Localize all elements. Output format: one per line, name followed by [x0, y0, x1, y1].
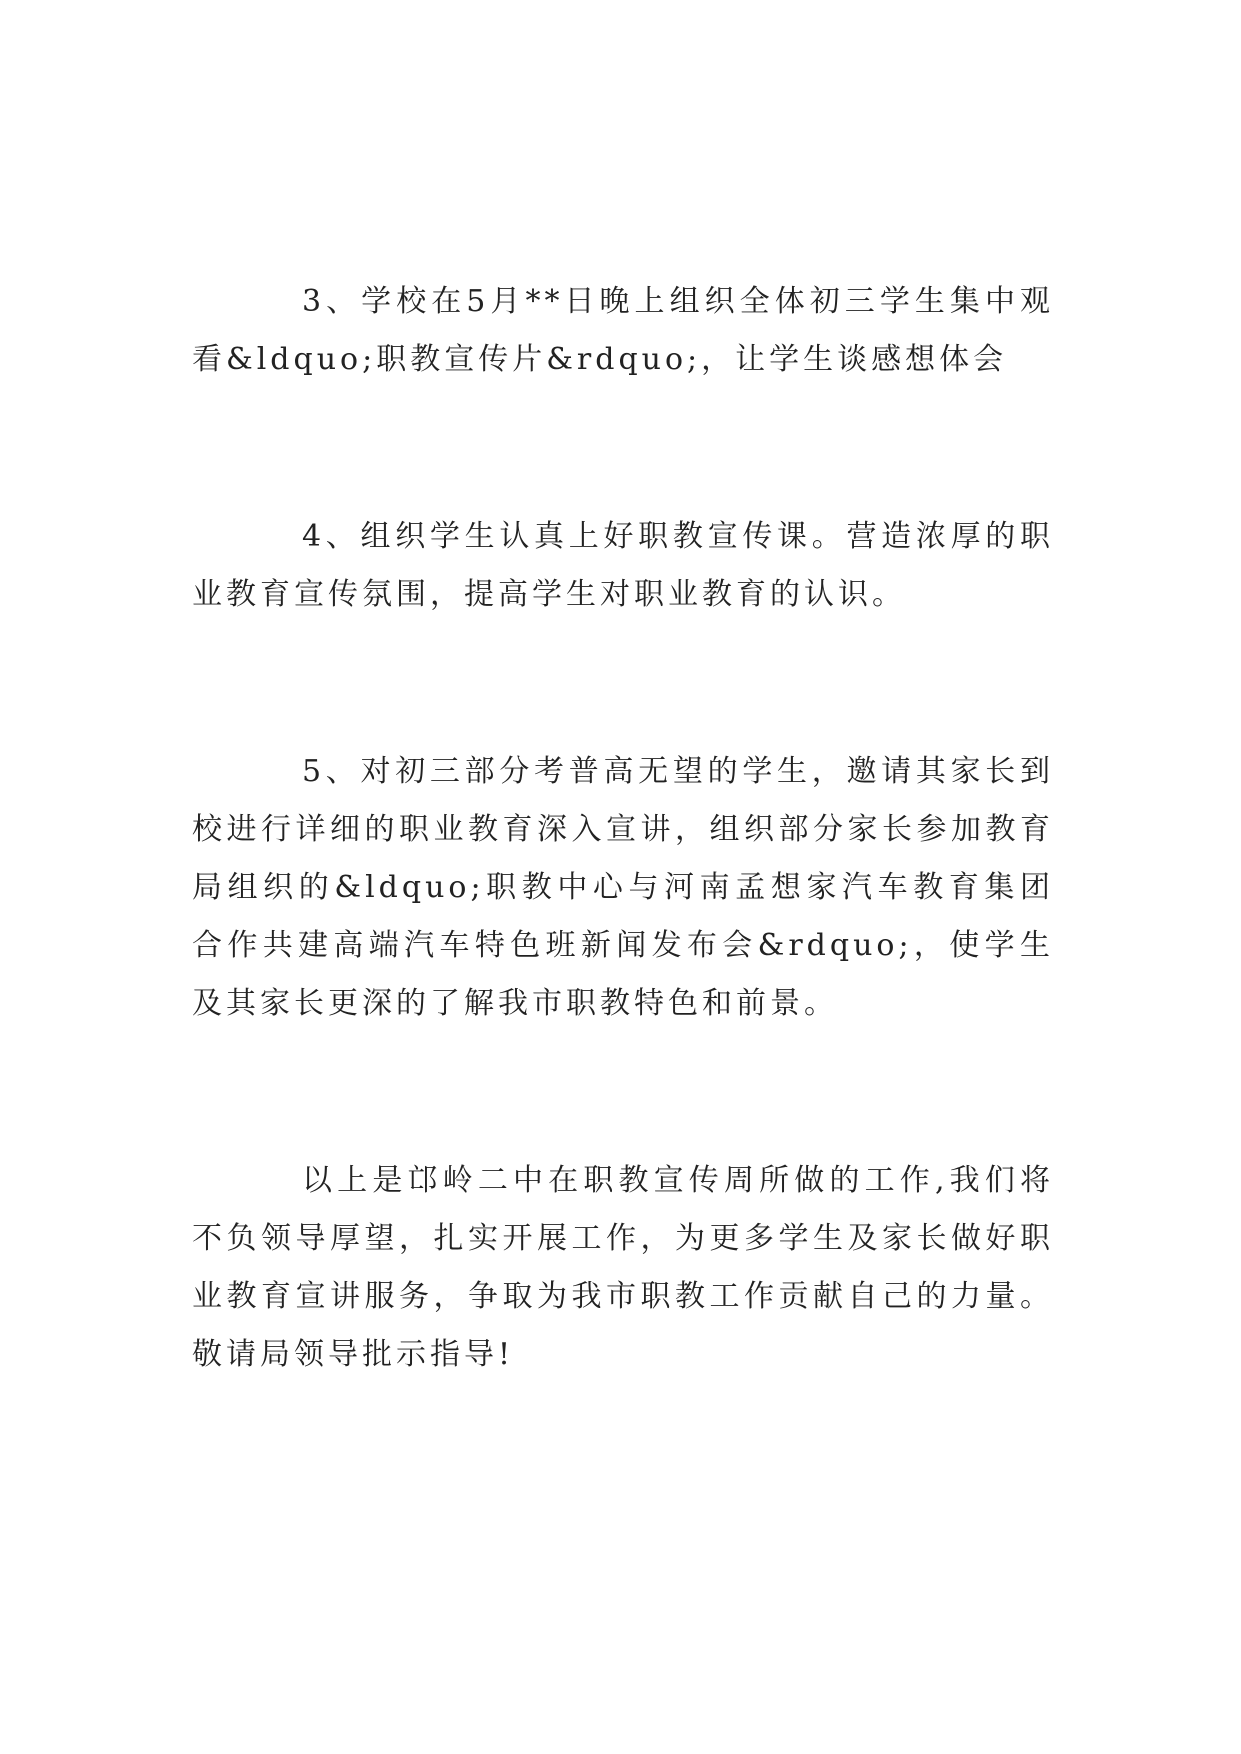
paragraph-conclusion: 以上是邙岭二中在职教宣传周所做的工作,我们将不负领导厚望，扎实开展工作，为更多学生及家长做好职业教育宣讲服务，争取为我市职教工作贡献自己的力量。敬请局领导批示指导! — [192, 1163, 1054, 1372]
paragraph-item-5: 5、对初三部分考普高无望的学生，邀请其家长到校进行详细的职业教育深入宣讲，组织部分家长参加教育局组织的&ldquo;职教中心与河南孟想家汽车教育集团合作共建高端汽车特色班新闻发布会&rdquo;，使学生及其家长更深的了解我市职教特色和前景。 — [192, 754, 1054, 1021]
paragraph-item-3: 3、学校在5月**日晚上组织全体初三学生集中观看&ldquo;职教宣传片&rdquo;，让学生谈感想体会 — [192, 284, 1054, 377]
paragraph-item-4: 4、组织学生认真上好职教宣传课。营造浓厚的职业教育宣传氛围，提高学生对职业教育的认识。 — [192, 519, 1054, 612]
